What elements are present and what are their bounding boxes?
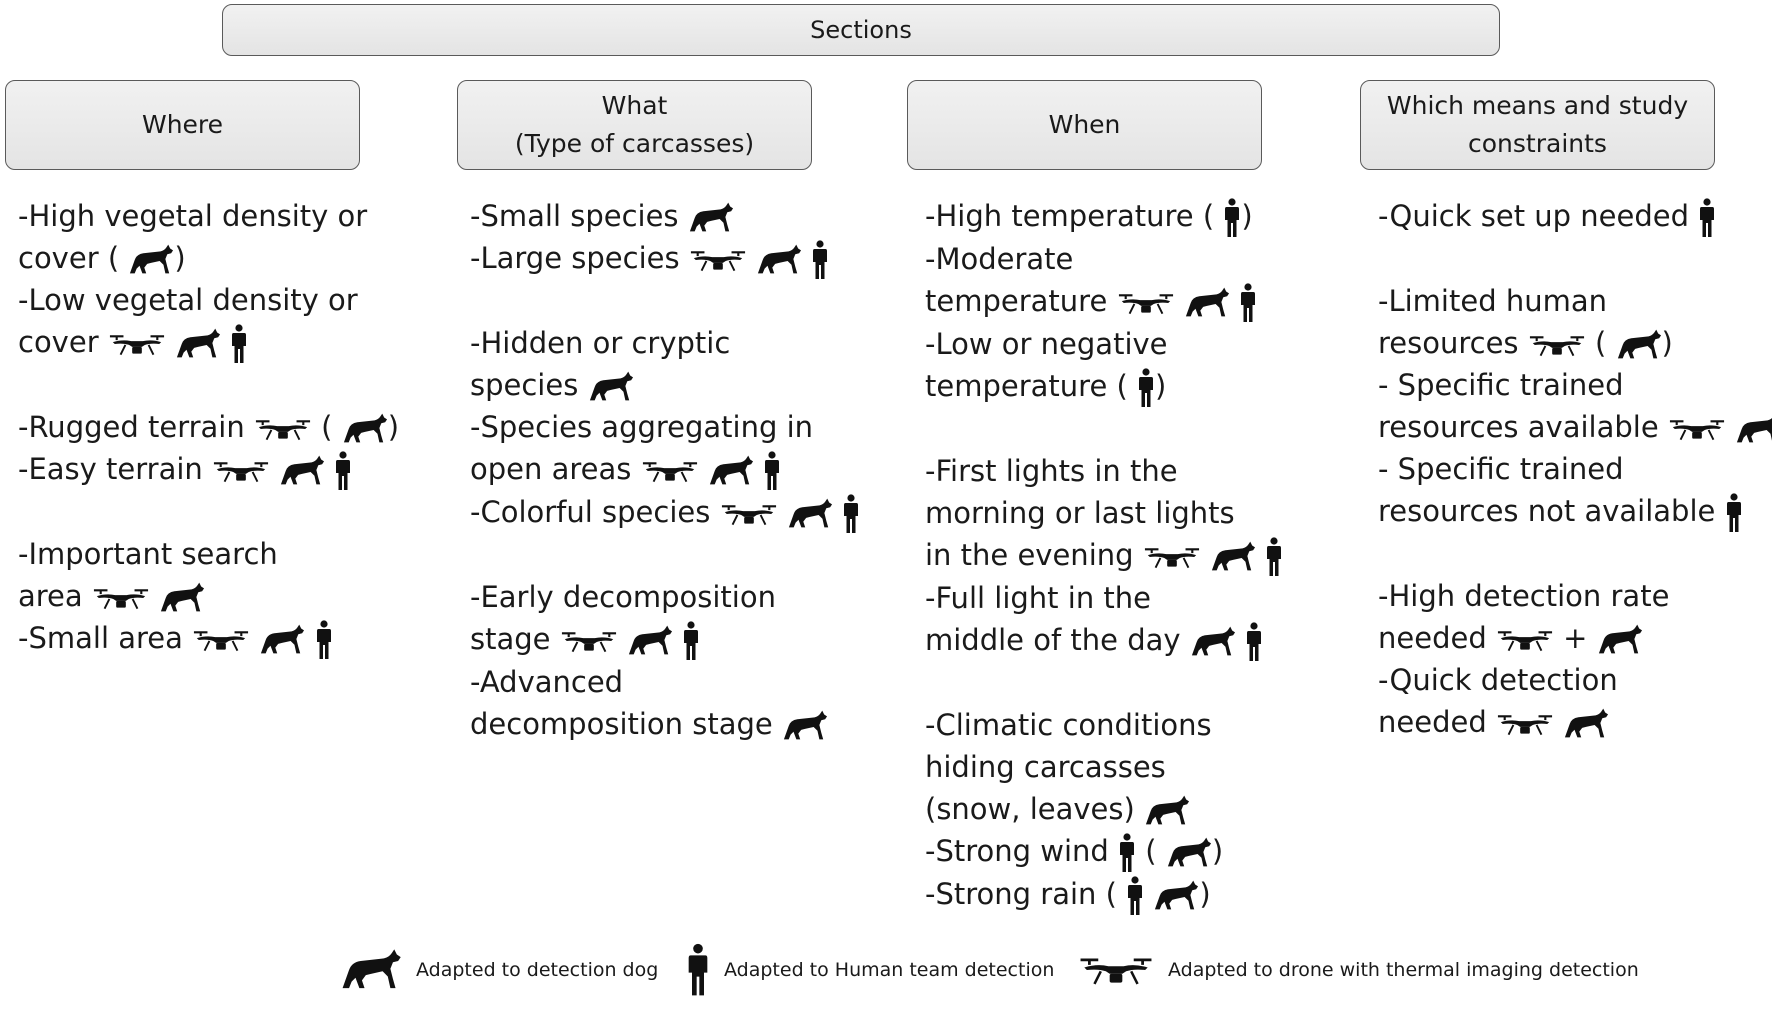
criteria-item <box>470 322 860 406</box>
drone-icon <box>1496 626 1554 654</box>
criteria-item <box>1378 575 1768 659</box>
criteria-text: -Strong wind <box>925 834 1109 868</box>
criteria-text: hiding carcasses <box>925 750 1166 784</box>
criteria-line <box>925 830 1315 873</box>
human-icon <box>315 620 333 660</box>
icon-separator: ( <box>1594 326 1607 360</box>
dog-icon <box>1616 328 1662 362</box>
criteria-text: -Moderate <box>925 242 1074 276</box>
criteria-text: temperature ( <box>925 369 1128 403</box>
column-means <box>1378 195 1768 743</box>
column-when <box>925 195 1315 916</box>
criteria-line <box>18 279 408 321</box>
criteria-text: morning or last lights <box>925 496 1235 530</box>
drone-icon <box>1496 710 1554 738</box>
criteria-text: -Rugged terrain <box>18 410 245 444</box>
criteria-item <box>470 661 860 745</box>
criteria-line <box>1378 195 1768 238</box>
item-spacer <box>18 364 408 406</box>
criteria-line <box>18 321 408 364</box>
column-where <box>18 195 408 660</box>
icon-separator: ( <box>1145 834 1157 868</box>
dog-icon <box>708 454 754 488</box>
criteria-text: middle of the day <box>925 623 1181 657</box>
column-header-line: What <box>601 91 668 120</box>
criteria-line <box>925 534 1315 577</box>
dog-icon <box>1210 540 1256 574</box>
criteria-text: cover ( <box>18 241 120 275</box>
dog-icon <box>342 412 388 446</box>
criteria-text: -Colorful species <box>470 495 711 529</box>
criteria-text: - Specific trained <box>1378 452 1624 486</box>
icon-separator: + <box>1563 621 1588 655</box>
criteria-line <box>925 746 1315 788</box>
icon-separator: ( <box>321 410 333 444</box>
human-icon <box>1118 833 1136 873</box>
criteria-text: -High detection rate <box>1378 579 1670 613</box>
criteria-line <box>1378 406 1768 448</box>
criteria-item <box>925 195 1315 238</box>
criteria-text: open areas <box>470 452 632 486</box>
criteria-line <box>18 406 408 448</box>
criteria-item <box>470 576 860 661</box>
criteria-line <box>1378 448 1768 490</box>
criteria-text: -Early decomposition <box>470 580 776 614</box>
criteria-line <box>925 365 1315 408</box>
dog-icon <box>279 454 325 488</box>
human-icon <box>1223 198 1241 238</box>
criteria-text: -Hidden or cryptic <box>470 326 731 360</box>
criteria-suffix: ) <box>1211 834 1224 868</box>
drone-icon <box>1668 415 1726 443</box>
criteria-line <box>470 491 860 534</box>
criteria-item <box>1378 448 1768 533</box>
criteria-line <box>470 703 860 745</box>
dog-icon <box>1184 286 1230 320</box>
criteria-line <box>925 704 1315 746</box>
dog-icon <box>1166 836 1212 870</box>
drone-icon <box>1143 543 1201 571</box>
column-header-what <box>457 80 812 170</box>
human-icon <box>334 451 352 491</box>
human-icon <box>1239 283 1257 323</box>
criteria-text: -Limited human <box>1378 284 1607 318</box>
criteria-line <box>1378 364 1768 406</box>
criteria-text: -Climatic conditions <box>925 708 1212 742</box>
criteria-text: -Small area <box>18 621 183 655</box>
criteria-line <box>1378 322 1768 364</box>
criteria-item <box>1378 280 1768 364</box>
human-icon <box>1698 198 1716 238</box>
criteria-text: temperature <box>925 284 1108 318</box>
drone-icon <box>1078 952 1154 988</box>
criteria-line <box>470 448 860 491</box>
criteria-text: in the evening <box>925 538 1134 572</box>
criteria-line <box>925 619 1315 662</box>
criteria-line <box>470 576 860 618</box>
criteria-item <box>925 704 1315 830</box>
criteria-line <box>18 195 408 237</box>
column-header-when <box>907 80 1262 170</box>
criteria-line <box>470 195 860 237</box>
dog-icon <box>688 201 734 235</box>
criteria-line <box>18 617 408 660</box>
criteria-text: needed <box>1378 621 1487 655</box>
human-icon <box>1126 876 1144 916</box>
criteria-text: -Advanced <box>470 665 624 699</box>
criteria-text: (snow, leaves) <box>925 792 1135 826</box>
human-icon <box>686 942 710 998</box>
criteria-item <box>470 406 860 491</box>
criteria-line <box>925 788 1315 830</box>
dog-icon <box>627 624 673 658</box>
criteria-item <box>18 533 408 617</box>
criteria-text: stage <box>470 622 551 656</box>
criteria-suffix: ) <box>387 410 400 444</box>
item-spacer <box>925 408 1315 450</box>
criteria-text: - Specific trained <box>1378 368 1624 402</box>
criteria-line <box>925 450 1315 492</box>
criteria-text: -Quick detection <box>1378 663 1618 697</box>
criteria-item <box>18 617 408 660</box>
criteria-text: -First lights in the <box>925 454 1178 488</box>
criteria-line <box>18 575 408 617</box>
human-icon <box>682 621 700 661</box>
dog-icon <box>1190 625 1236 659</box>
criteria-text: needed <box>1378 705 1487 739</box>
legend-drone-label: Adapted to drone with thermal imaging detection <box>1168 959 1639 981</box>
criteria-line <box>18 533 408 575</box>
criteria-suffix: ) <box>1155 369 1167 403</box>
criteria-item <box>18 448 408 491</box>
criteria-item <box>470 491 860 534</box>
column-what <box>470 195 860 745</box>
legend-human-label: Adapted to Human team detection <box>724 959 1055 981</box>
criteria-text: species <box>470 368 579 402</box>
dog-icon <box>159 581 205 615</box>
criteria-line <box>925 238 1315 280</box>
criteria-item <box>1378 659 1768 743</box>
drone-icon <box>689 246 747 274</box>
criteria-text: area <box>18 579 83 613</box>
criteria-item <box>925 238 1315 323</box>
column-header-line: (Type of carcasses) <box>514 129 755 158</box>
criteria-line <box>470 322 860 364</box>
criteria-line <box>925 492 1315 534</box>
criteria-line <box>1378 575 1768 617</box>
legend-human <box>686 940 1054 1000</box>
dog-icon <box>756 243 802 277</box>
column-header-where <box>5 80 360 170</box>
human-icon <box>230 324 248 364</box>
column-header-line: Which means and study <box>1386 91 1689 120</box>
criteria-line <box>1378 490 1768 533</box>
dog-icon <box>1563 707 1609 741</box>
criteria-suffix: ) <box>1241 199 1253 233</box>
dog-icon <box>175 327 221 361</box>
drone-icon <box>1117 289 1175 317</box>
criteria-line <box>470 406 860 448</box>
dog-icon <box>782 709 828 743</box>
drone-icon <box>108 330 166 358</box>
criteria-text: -High vegetal density or <box>18 199 368 233</box>
dog-icon <box>259 623 305 657</box>
human-icon <box>842 494 860 534</box>
column-header-means <box>1360 80 1715 170</box>
criteria-line <box>18 448 408 491</box>
column-header-line: Where <box>141 110 224 139</box>
criteria-line <box>470 618 860 661</box>
human-icon <box>1245 622 1263 662</box>
criteria-text: -Low vegetal density or <box>18 283 358 317</box>
criteria-text: decomposition stage <box>470 707 773 741</box>
dog-icon <box>340 948 402 992</box>
dog-icon <box>1153 879 1199 913</box>
drone-icon <box>641 457 699 485</box>
human-icon <box>763 451 781 491</box>
criteria-text: -Large species <box>470 241 680 275</box>
criteria-line <box>470 661 860 703</box>
criteria-item <box>470 237 860 280</box>
legend-dog-label: Adapted to detection dog <box>416 959 659 981</box>
criteria-item <box>925 450 1315 577</box>
drone-icon <box>192 626 250 654</box>
criteria-line <box>1378 280 1768 322</box>
sections-title-text: Sections <box>810 16 912 44</box>
criteria-item <box>1378 364 1768 448</box>
criteria-line <box>470 364 860 406</box>
criteria-line <box>925 323 1315 365</box>
dog-icon <box>588 370 634 404</box>
dog-icon <box>128 243 174 277</box>
criteria-line <box>925 280 1315 323</box>
criteria-item <box>925 577 1315 662</box>
dog-icon <box>1597 623 1643 657</box>
sections-title <box>222 4 1500 56</box>
item-spacer <box>1378 533 1768 575</box>
criteria-text: resources <box>1378 326 1519 360</box>
legend-drone <box>1078 940 1639 1000</box>
dog-icon <box>787 497 833 531</box>
criteria-line <box>18 237 408 279</box>
criteria-text: -Easy terrain <box>18 452 203 486</box>
criteria-suffix: ) <box>1661 326 1673 360</box>
criteria-text: cover <box>18 325 99 359</box>
criteria-text: -Quick set up needed <box>1378 199 1690 233</box>
item-spacer <box>925 662 1315 704</box>
criteria-item <box>925 873 1315 916</box>
dog-icon <box>1144 794 1190 828</box>
human-icon <box>1137 368 1155 408</box>
criteria-suffix: ) <box>174 241 186 275</box>
column-header-line: When <box>1048 110 1121 139</box>
legend-dog <box>340 940 658 1000</box>
item-spacer <box>18 491 408 533</box>
criteria-line <box>1378 659 1768 701</box>
criteria-line <box>925 577 1315 619</box>
criteria-item <box>18 195 408 279</box>
item-spacer <box>470 534 860 576</box>
human-icon <box>811 240 829 280</box>
criteria-line <box>925 873 1315 916</box>
drone-icon <box>560 627 618 655</box>
criteria-item <box>1378 195 1768 238</box>
criteria-text: -Low or negative <box>925 327 1168 361</box>
drone-icon <box>1528 331 1586 359</box>
criteria-line <box>925 195 1315 238</box>
criteria-item <box>470 195 860 237</box>
drone-icon <box>720 500 778 528</box>
drone-icon <box>92 584 150 612</box>
criteria-text: -Strong rain ( <box>925 877 1117 911</box>
criteria-item <box>18 279 408 364</box>
column-header-line: constraints <box>1468 129 1607 158</box>
criteria-suffix: ) <box>1199 877 1211 911</box>
drone-icon <box>254 415 312 443</box>
criteria-text: resources not available <box>1378 494 1716 528</box>
criteria-text: -Species aggregating in <box>470 410 814 444</box>
criteria-line <box>1378 701 1768 743</box>
criteria-item <box>18 406 408 448</box>
criteria-text: -High temperature ( <box>925 199 1215 233</box>
criteria-line <box>470 237 860 280</box>
drone-icon <box>212 457 270 485</box>
criteria-text: resources available <box>1378 410 1659 444</box>
item-spacer <box>470 280 860 322</box>
dog-icon <box>1735 412 1772 446</box>
item-spacer <box>1378 238 1768 280</box>
criteria-text: -Small species <box>470 199 679 233</box>
criteria-line <box>1378 617 1768 659</box>
criteria-text: -Full light in the <box>925 581 1152 615</box>
criteria-item <box>925 830 1315 873</box>
criteria-item <box>925 323 1315 408</box>
human-icon <box>1725 493 1743 533</box>
human-icon <box>1265 537 1283 577</box>
criteria-text: -Important search <box>18 537 278 571</box>
